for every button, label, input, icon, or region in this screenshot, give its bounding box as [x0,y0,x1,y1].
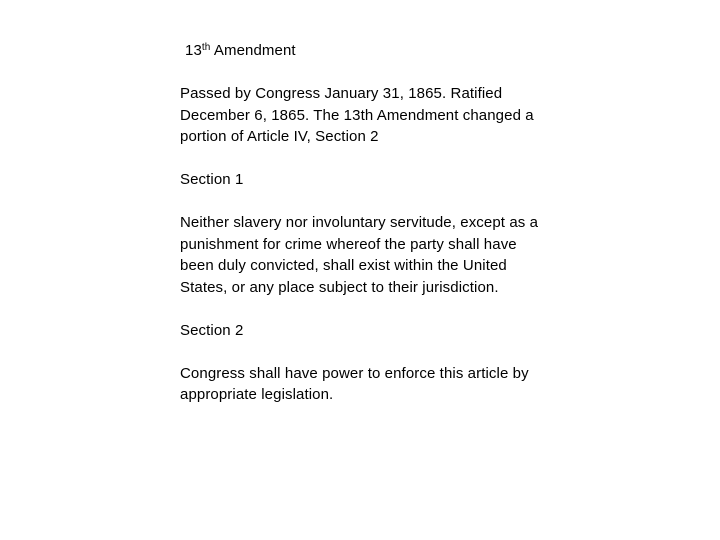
section-2-heading: Section 2 [180,321,244,339]
document-body [180,40,540,427]
title-number: 13 [185,42,202,59]
section-1-text: Neither slavery nor involuntary servitude, except as a punishment for crime whereof the party shall have been duly convicted, shall exist within the United States, or any place subject to their jurisdiction. [180,214,539,296]
document-title [185,40,540,61]
title-ordinal-suffix: th [201,42,211,53]
section-2-text: Congress shall have power to enforce this article by appropriate legislation. [180,364,529,403]
intro-paragraph: Passed by Congress January 31, 1865. Ratified December 6, 1865. The 13th Amendment changed a portion of Article IV, Section 2 [180,85,534,145]
title-word: Amendment [210,42,296,59]
section-1-heading: Section 1 [180,171,244,188]
